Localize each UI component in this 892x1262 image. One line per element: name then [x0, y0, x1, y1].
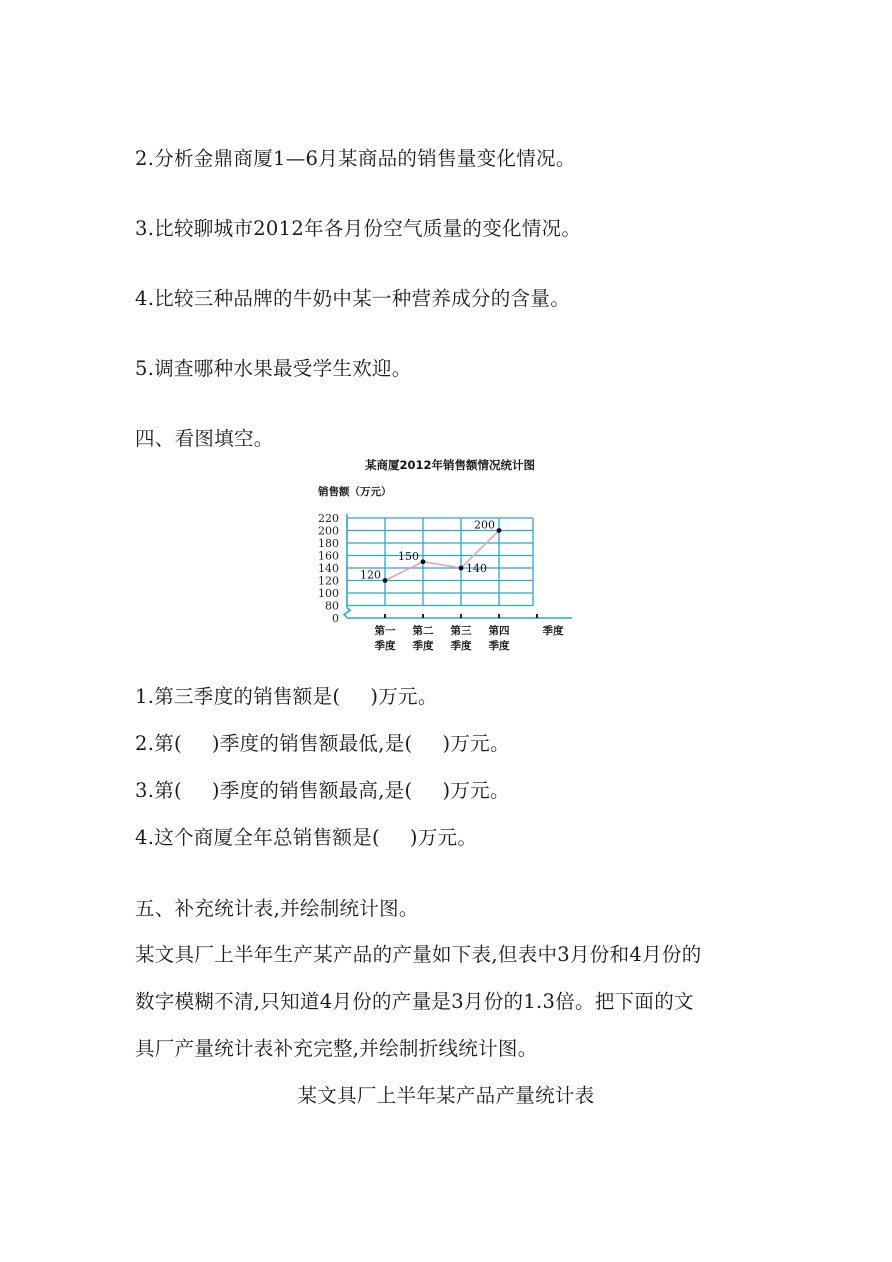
section-4-heading: 四、看图填空。: [135, 427, 274, 450]
section-5-para-line-2: 数字模糊不清,只知道4月份的产量是3月份的1.3倍。把下面的文: [135, 990, 694, 1013]
data-label: 200: [474, 518, 495, 532]
axis-break: [344, 608, 350, 618]
question-2-text-a: 2.第(: [135, 732, 182, 755]
y-tick-label: 0: [332, 612, 339, 625]
x-category-label: 季度: [374, 640, 396, 652]
x-category-label: 季度: [450, 640, 472, 652]
section-5-heading: 五、补充统计表,并绘制统计图。: [135, 897, 419, 920]
y-tick-label: 80: [325, 599, 339, 613]
y-tick-label: 200: [318, 524, 339, 538]
item-3: 3.比较聊城市2012年各月份空气质量的变化情况。: [135, 217, 582, 240]
item-4: 4.比较三种品牌的牛奶中某一种营养成分的含量。: [135, 287, 571, 310]
data-label: 120: [360, 568, 381, 582]
question-3-text-a: 3.第(: [135, 779, 182, 802]
sales-line-chart: [300, 452, 600, 664]
item-2: 2.分析金鼎商厦1—6月某商品的销售量变化情况。: [135, 147, 576, 170]
y-tick-label: 140: [318, 562, 339, 575]
question-2-text-b: )季度的销售额最低,是(: [211, 732, 413, 755]
y-tick-label: 180: [318, 537, 339, 550]
x-category-label: 第一: [374, 625, 396, 637]
x-category-label: 季度: [412, 640, 434, 652]
question-3: [135, 778, 510, 804]
x-category-label: 第三: [450, 625, 472, 637]
question-3-text-c: )万元。: [442, 779, 510, 802]
section-5-para-line-3: 具厂产量统计表补充完整,并绘制折线统计图。: [135, 1037, 538, 1060]
question-2-text-c: )万元。: [442, 732, 510, 755]
question-1-text-b: )万元。: [370, 685, 438, 708]
x-category-label: 第二: [412, 625, 434, 637]
x-category-label: 季度: [488, 640, 510, 652]
section-5-para-line-1: 某文具厂上半年生产某产品的产量如下表,但表中3月份和4月份的: [135, 943, 702, 966]
y-tick-label: 100: [318, 587, 339, 600]
data-label: 140: [466, 562, 487, 575]
question-4-text-b: )万元。: [409, 826, 478, 849]
chart-title: 某商厦2012年销售额情况统计图: [364, 458, 536, 472]
data-point: [421, 559, 426, 564]
item-5: 5.调查哪种水果最受学生欢迎。: [135, 357, 412, 380]
question-4: [135, 825, 477, 851]
y-axis-label: 销售额（万元）: [318, 486, 392, 498]
y-tick-label: 160: [318, 549, 339, 563]
data-label: 150: [398, 549, 419, 563]
question-3-text-b: )季度的销售额最高,是(: [211, 779, 413, 802]
question-1-text-a: 1.第三季度的销售额是(: [135, 685, 341, 708]
data-point: [383, 578, 388, 583]
data-point: [497, 528, 502, 533]
y-tick-label: 120: [318, 574, 339, 588]
table-title: 某文具厂上半年某产品产量统计表: [297, 1084, 595, 1107]
x-category-label: 第四: [488, 625, 510, 637]
question-1: [135, 684, 438, 710]
x-axis-label: 季度: [542, 625, 564, 637]
question-2: [135, 731, 510, 757]
y-tick-label: 220: [318, 512, 339, 525]
data-point: [459, 566, 464, 571]
question-4-text-a: 4.这个商厦全年总销售额是(: [135, 826, 380, 849]
